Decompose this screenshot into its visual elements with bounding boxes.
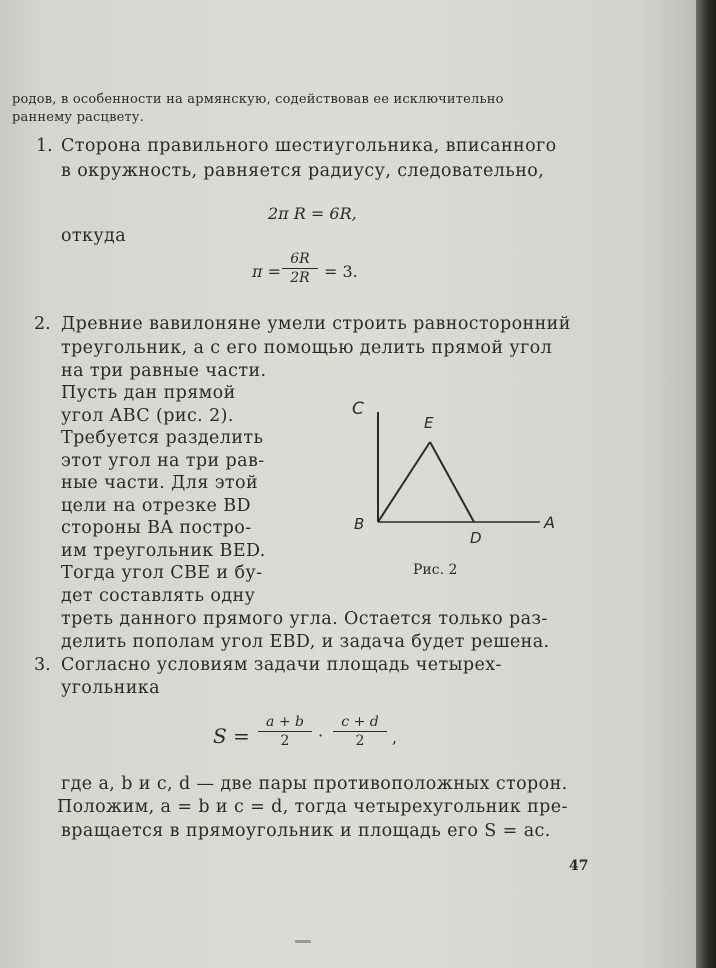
problem-1-equation-1: 2π R = 6R,: [268, 204, 357, 223]
print-smudge: [295, 940, 311, 943]
problem-2-line-10: стороны BA постро-: [61, 518, 252, 538]
problem-3-fraction-2: [333, 714, 387, 749]
problem-2-line-6: Требуется разделить: [61, 428, 264, 448]
problem-3-eq-comma: ,: [392, 728, 398, 747]
label-a: A: [544, 513, 555, 532]
problem-1-fraction: [282, 251, 318, 286]
problem-3-number: 3.: [34, 655, 51, 675]
page-number: 47: [569, 858, 589, 874]
problem-1-eq2-lhs: π =: [252, 262, 282, 281]
problem-2-line-3: на три равные части.: [61, 361, 267, 381]
problem-2-line-1: Древние вавилоняне умели строить равносторонний: [61, 314, 571, 334]
problem-3-fraction-2-numerator: c + d: [333, 714, 387, 732]
problem-1-fraction-denominator: 2R: [290, 270, 310, 286]
segment-ed: [430, 442, 474, 522]
problem-2-line-11: им треугольник BED.: [61, 541, 266, 561]
problem-2-line-12: Тогда угол CBE и бу-: [61, 563, 263, 583]
label-c: C: [352, 399, 364, 419]
problem-3-line-3: где a, b и c, d — две пары противоположных сторон.: [61, 774, 568, 794]
problem-3-line-4: Положим, a = b и c = d, тогда четырехугольник пре-: [57, 797, 568, 817]
problem-3-fraction-1-numerator: a + b: [258, 714, 312, 732]
problem-1-line-2: в окружность, равняется радиусу, следовательно,: [61, 161, 545, 181]
intro-line-2: раннему расцвету.: [12, 110, 145, 125]
problem-2-line-9: цели на отрезке BD: [61, 496, 251, 516]
problem-2-number: 2.: [34, 314, 51, 334]
figure-2-diagram: [340, 390, 580, 550]
problem-3-fraction-2-denominator: 2: [355, 733, 365, 749]
problem-3-line-5: вращается в прямоугольник и площадь его S = ac.: [61, 821, 551, 841]
problem-2-line-2: треугольник, а с его помощью делить прямой угол: [61, 338, 553, 358]
problem-2-line-15: делить пополам угол EBD, и задача будет решена.: [61, 632, 550, 652]
problem-3-multiply-dot: ·: [318, 726, 324, 745]
problem-1-fraction-numerator: 6R: [282, 251, 318, 269]
problem-3-eq-lhs: S =: [213, 724, 250, 748]
problem-1-eq2-rhs: = 3.: [324, 262, 358, 281]
intro-line-1: родов, в особенности на армянскую, содействовав ее исключительно: [12, 92, 504, 107]
problem-2-line-4: Пусть дан прямой: [61, 383, 236, 403]
problem-3-line-2: угольника: [61, 678, 160, 698]
figure-2-caption: Рис. 2: [413, 562, 458, 578]
problem-3-fraction-1: [258, 714, 312, 749]
problem-3-fraction-1-denominator: 2: [280, 733, 290, 749]
problem-2-line-5: угол ABC (рис. 2).: [61, 406, 234, 426]
problem-3-line-1: Согласно условиям задачи площадь четырех-: [61, 655, 502, 675]
segment-be: [378, 442, 430, 522]
problem-2-line-13: дет составлять одну: [61, 586, 256, 606]
label-d: D: [470, 529, 482, 547]
label-b: B: [354, 515, 365, 533]
label-e: E: [424, 414, 434, 432]
problem-1-line-1: Сторона правильного шестиугольника, вписанного: [61, 136, 557, 156]
problem-2-line-7: этот угол на три рав-: [61, 451, 265, 471]
problem-1-word-otkuda: откуда: [61, 226, 127, 246]
problem-1-number: 1.: [36, 136, 53, 156]
book-spine: [696, 0, 716, 968]
problem-2-line-14: треть данного прямого угла. Остается только раз-: [61, 609, 548, 629]
problem-2-line-8: ные части. Для этой: [61, 473, 259, 493]
